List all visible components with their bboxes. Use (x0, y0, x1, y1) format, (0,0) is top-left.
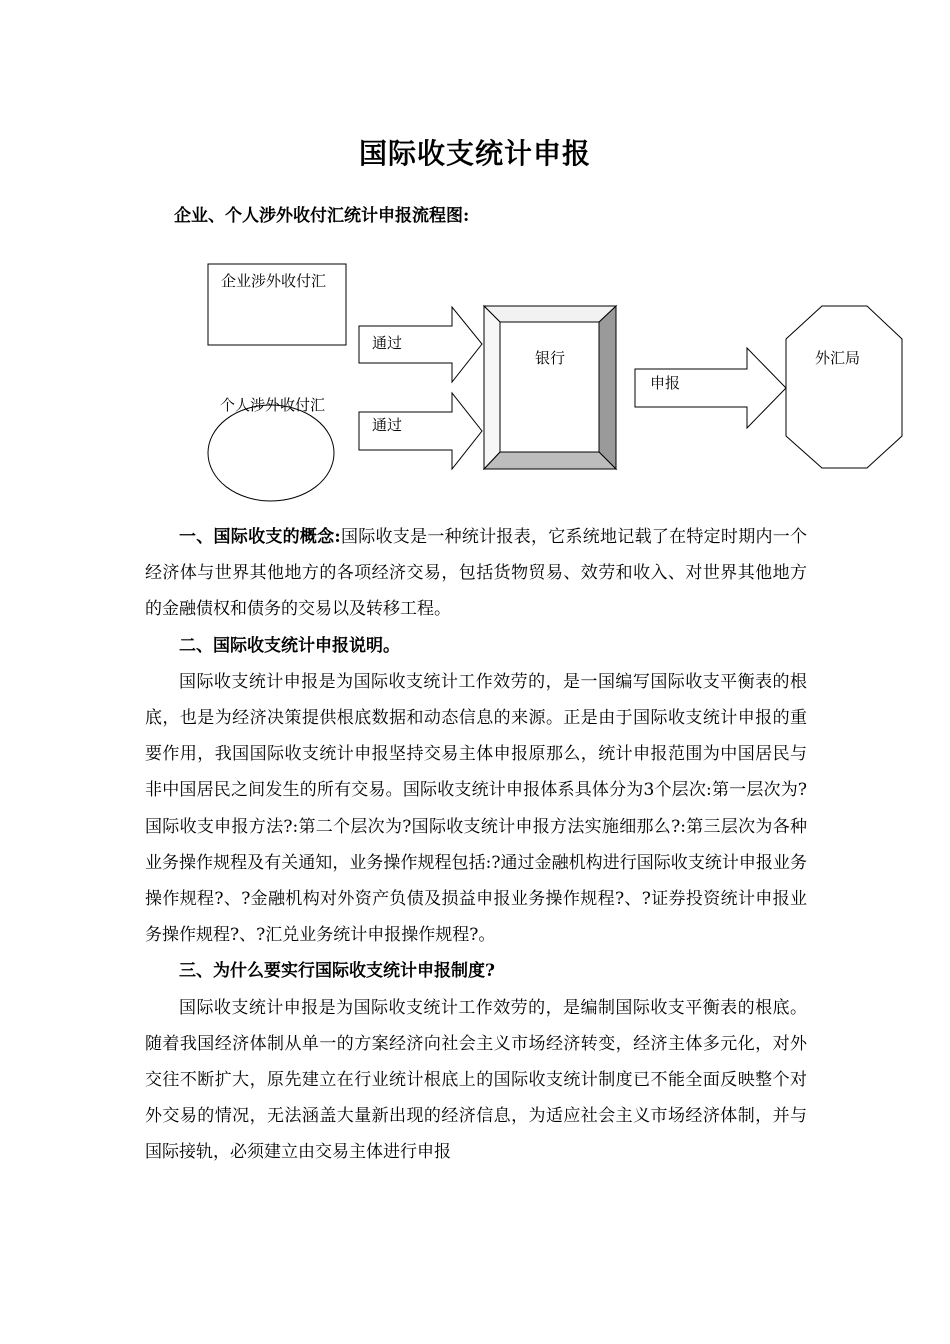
section-2-text: 国际收支统计申报是为国际收支统计工作效劳的，是一国编写国际收支平衡表的根底，也是为经济决策提供根底数据和动态信息的来源。正是由于国际收支统计申报的重要作用，我国国际收支统计申报坚持交易主体申报原那么，统计申报范围为中国居民与非中国居民之间发生的所有交易。国际收支统计申报体系具体分为3个层次:第一层次为?国际收支申报方法?:第二个层次为?国际收支统计申报方法实施细那么?:第三层次为各种业务操作规程及有关通知，业务操作规程包括:?通过金融机构进行国际收支统计申报业务操作规程?、?金融机构对外资产负债及损益申报业务操作规程?、?证券投资统计申报业务操作规程?、?汇兑业务统计申报操作规程?。 (145, 671, 807, 946)
document-body (145, 519, 807, 1171)
bank-label: 银行 (535, 349, 566, 367)
arrow-pass-bottom-label: 通过 (372, 416, 403, 434)
section-1-text: 国际收支是一种统计报表，它系统地记载了在特定时期内一个经济体与世界其他地方的各项经济交易，包括货物贸易、效劳和收入、对世界其他地方的金融债权和债务的交易以及转移工程。 (145, 527, 808, 620)
flowchart-heading: 企业、个人涉外收付汇统计申报流程图: (174, 206, 470, 226)
section-3-text: 国际收支统计申报是为国际收支统计工作效劳的，是编制国际收支平衡表的根底。随着我国经济体制从单一的方案经济向社会主义市场经济转变，经济主体多元化，对外交往不断扩大，原先建立在行业统计根底上的国际收支统计制度已不能全面反映整个对外交易的情况，无法涵盖大量新出现的经济信息，为适应社会主义市场经济体制，并与国际接轨，必须建立由交易主体进行申报 (145, 997, 807, 1163)
section-1-heading: 一、国际收支的概念: (179, 527, 341, 547)
section-1 (145, 519, 807, 628)
individual-label: 个人涉外收付汇 (220, 396, 326, 414)
safe-label: 外汇局 (815, 349, 861, 367)
arrow-pass-top-label: 通过 (372, 334, 403, 352)
section-2-heading-line (145, 628, 807, 664)
section-3-heading-line (145, 953, 807, 989)
individual-ellipse (208, 405, 334, 501)
arrow-report-label: 申报 (650, 374, 681, 392)
section-2-heading: 二、国际收支统计申报说明。 (179, 635, 400, 656)
flowchart (0, 0, 950, 520)
safe-octagon (786, 306, 902, 468)
page-title: 国际收支统计申报 (358, 137, 591, 170)
enterprise-label: 企业涉外收付汇 (221, 272, 327, 290)
section-3-heading: 三、为什么要实行国际收支统计申报制度? (179, 961, 495, 982)
bank-box (484, 306, 616, 469)
